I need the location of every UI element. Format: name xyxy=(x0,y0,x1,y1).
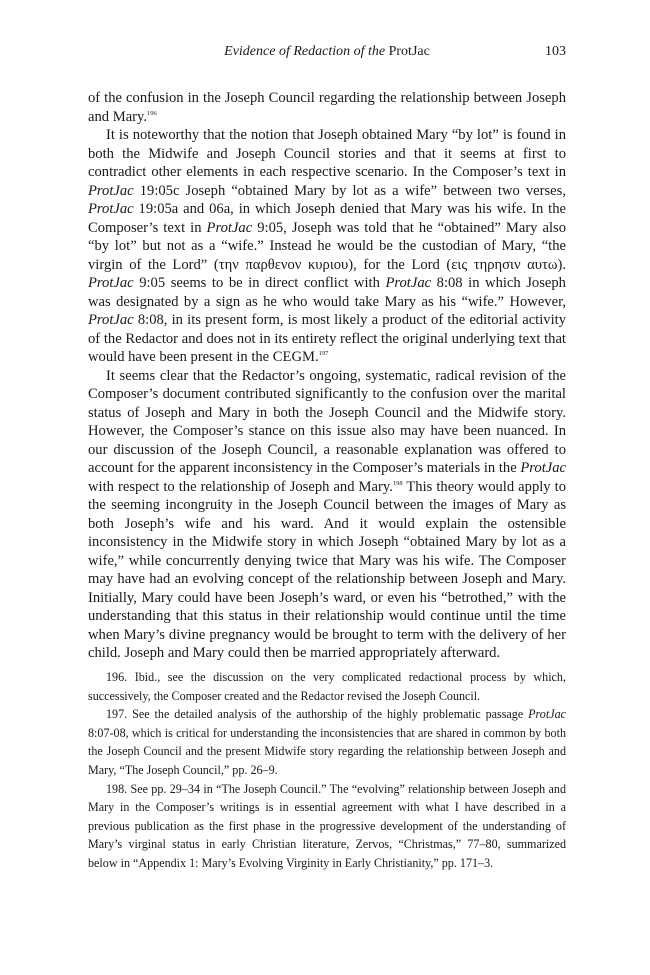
body-text xyxy=(88,89,566,663)
text-run: It is noteworthy that the notion that Joseph obtained Mary “by lot” is found in both the Midwife and Joseph Council stories and that it seems at first to contradict other elements in each respective scenario. In the Composer’s text in xyxy=(88,127,566,180)
footnote-ref: 198 xyxy=(392,479,403,487)
text-run: with respect to the relationship of Joseph and Mary. xyxy=(88,478,393,495)
footnote-ref: 196 xyxy=(147,109,157,117)
italic-text: ProtJac xyxy=(88,182,134,199)
running-head-title xyxy=(88,44,566,60)
page-number: 103 xyxy=(545,44,566,59)
footnotes xyxy=(88,668,566,873)
italic-text: ProtJac xyxy=(520,460,566,476)
text-run: 19:05c Joseph “obtained Mary by lot as a wife” between two verses, xyxy=(133,182,566,199)
paragraph xyxy=(88,89,566,126)
text-run: 197. See the detailed analysis of the authorship of the highly problematic passage xyxy=(106,707,529,722)
text-run: 8:07-08, which is critical for understanding the inconsistencies that are shared in common by both the Joseph Council and the present Midwife story regarding the relationship between Joseph and Mary, “The Joseph Council,” pp. 26–9. xyxy=(88,725,566,777)
footnote-198 xyxy=(88,780,566,873)
text-run: 9:05, Joseph was told that he “obtained” Mary also “by lot” but not as a “wife.” Instead he would be the custodian of Mary, “the virgin of the Lord” (την παρθενον κυριου), for the Lord (εις τηρησιν αυτω). xyxy=(88,219,566,273)
running-head-title-roman: ProtJac xyxy=(388,44,430,59)
text-run: 198. See pp. 29–34 in “The Joseph Council.” The “evolving” relationship between Joseph and Mary in the Composer’s writings is in essential agreement with what I have described in a previous publication as the first phase in the progressive development of the understanding of Mary’s virginal status in early Christian literature, Zervos, “Christmas,” 77–80, summarized below in “Appendix 1: Mary’s Evolving Virginity in Early Christianity,” pp. 171–3. xyxy=(88,781,566,870)
italic-text: ProtJac xyxy=(88,201,134,217)
italic-text: ProtJac xyxy=(385,275,432,291)
text-run: 8:08, in its present form, is most likely a product of the editorial activity of the Redactor and does not in its entirety reflect the original underlying text that would have been present in the CEGM. xyxy=(88,312,566,365)
running-head-title-italic: Evidence of Redaction of the xyxy=(224,44,386,59)
text-run: of the confusion in the Joseph Council regarding the relationship between Joseph and Mary. xyxy=(88,90,566,125)
italic-text: ProtJac xyxy=(88,312,134,328)
italic-text: ProtJac xyxy=(206,219,253,236)
running-head xyxy=(88,44,566,64)
footnote-196 xyxy=(88,668,566,705)
paragraph xyxy=(88,126,566,367)
text-run: 196. Ibid., see the discussion on the very complicated redactional process by which, successively, the Composer created and the Redactor revised the Joseph Council. xyxy=(88,670,566,703)
footnote-ref: 197 xyxy=(318,350,329,357)
paragraph xyxy=(88,367,566,663)
footnote-197 xyxy=(88,705,566,779)
text-run: 8:08 in which Joseph was designated by a sign as he who would take Mary as his “wife.” However, xyxy=(88,275,566,310)
italic-text: ProtJac xyxy=(528,707,566,722)
text-run: It seems clear that the Redactor’s ongoing, systematic, radical revision of the Composer’s document contributed significantly to the confusion over the marital status of Joseph and Mary in both the Joseph Council and the Midwife story. However, the Composer’s stance on this issue also may have been nuanced. In our discussion of the Joseph Council, a reasonable explanation was offered to account for the apparent inconsistency in the Composer’s materials in the xyxy=(88,367,566,476)
text-run: This theory would apply to the seeming incongruity in the Joseph Council between the images of Mary as both Joseph’s wife and his ward. And it would explain the ostensible inconsistency in the Midwife story in which Joseph “obtained Mary by lot as a wife,” while concurrently denying twice that Mary was his wife. The Composer may have had an evolving concept of the relationship between Joseph and Mary. Initially, Mary could have been Joseph’s ward, or even his “betrothed,” with the understanding that this status in their relationship would continue until the time when Mary’s divine pregnancy would be brought to term with the delivery of her child. Joseph and Mary could then be married appropriately afterward. xyxy=(88,478,566,661)
text-run: 9:05 seems to be in direct conflict with xyxy=(133,275,386,291)
italic-text: ProtJac xyxy=(88,275,134,291)
text-run: 19:05a and 06a, in which Joseph denied that Mary was his wife. In the Composer’s text in xyxy=(88,201,566,236)
